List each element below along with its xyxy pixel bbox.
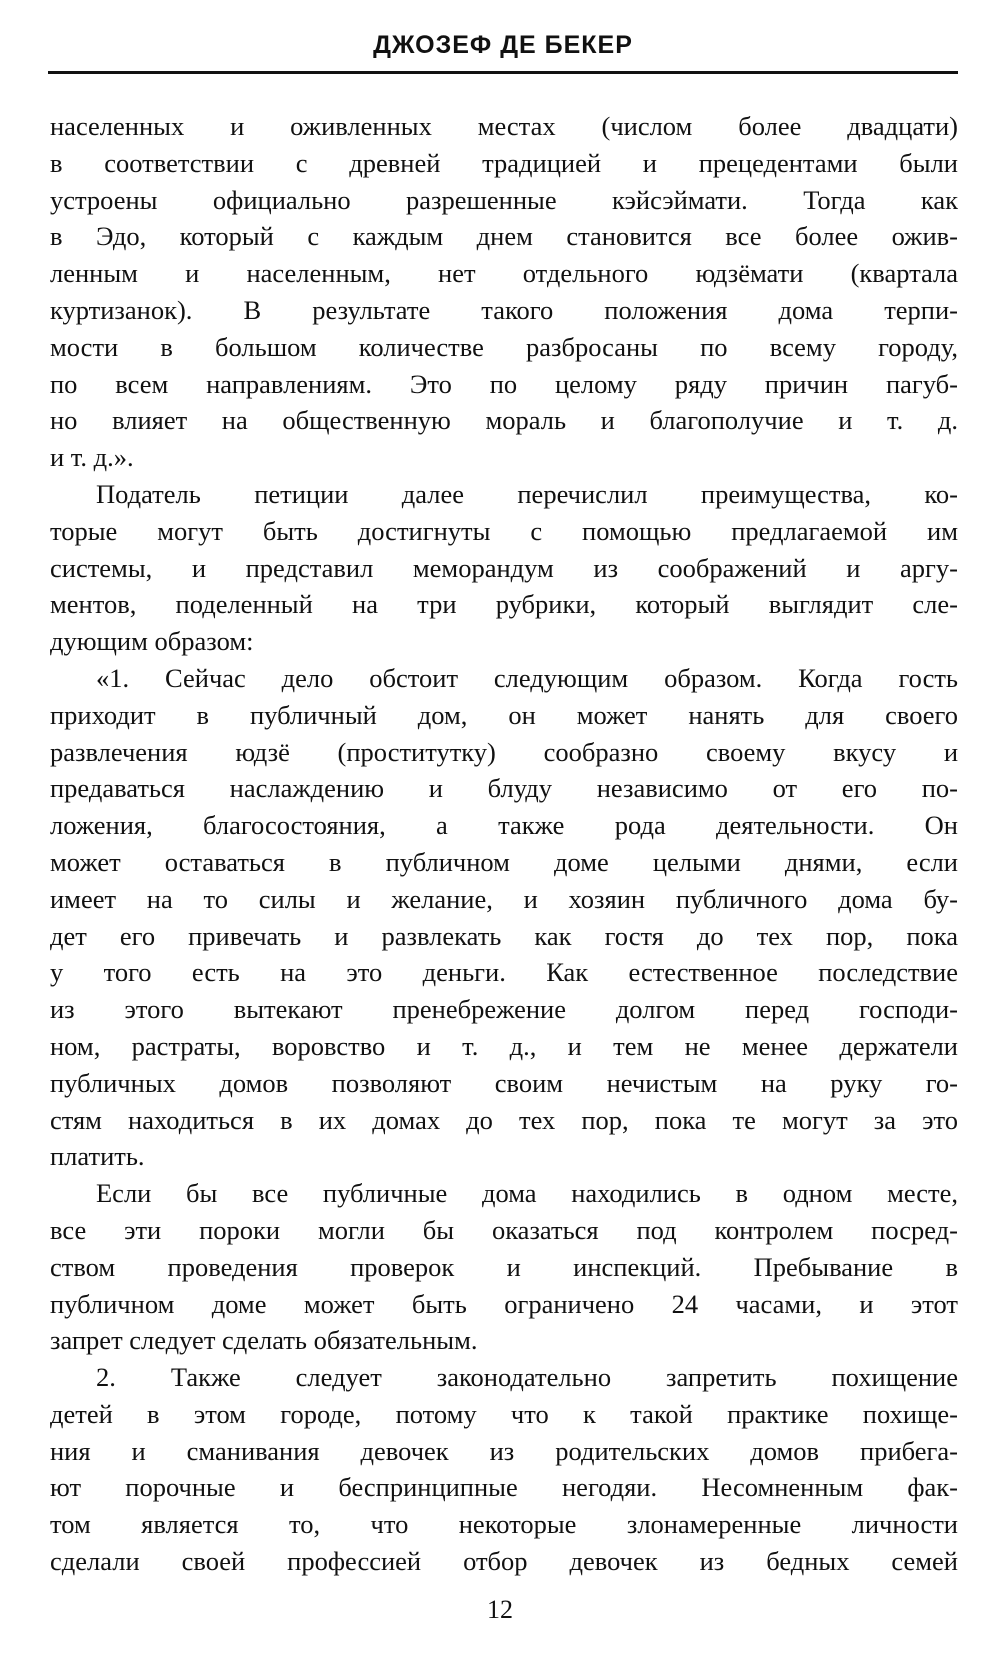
text-line: куртизанок). В результате такого положения дома терпи-: [50, 294, 958, 325]
running-head-title: ДЖОЗЕФ ДЕ БЕКЕР: [373, 31, 633, 59]
text-line: ют порочные и беспринципные негодяи. Несомненным фак-: [50, 1472, 958, 1503]
text-line: публичном доме может быть ограничено 24 часами, и этот: [50, 1288, 958, 1319]
page-number: 12: [487, 1595, 513, 1624]
text-line: ния и сманивания девочек из родительских домов прибега-: [50, 1435, 958, 1466]
text-line: платить.: [50, 1141, 145, 1172]
text-line: сделали своей профессией отбор девочек из бедных семей: [50, 1546, 958, 1577]
text-line: ством проведения проверок и инспекций. Пребывание в: [50, 1251, 958, 1282]
text-line: системы, и представил меморандум из соображений и аргу-: [50, 552, 958, 583]
body-text: [50, 108, 958, 1580]
text-line: развлечения юдзё (проститутку) сообразно своему вкусу и: [50, 736, 958, 767]
text-line: ложения, благосостояния, а также рода деятельности. Он: [50, 810, 958, 841]
text-line: том является то, что некоторые злонамеренные личности: [50, 1509, 958, 1540]
text-line: Если бы все публичные дома находились в одном месте,: [96, 1178, 958, 1209]
text-line: по всем направлениям. Это по целому ряду причин пагуб-: [50, 368, 958, 399]
text-line: публичных домов позволяют своим нечистым на руку го-: [50, 1067, 958, 1098]
text-line: ментов, поделенный на три рубрики, который выглядит сле-: [50, 589, 958, 620]
text-line: имеет на то силы и желание, и хозяин публичного дома бу-: [50, 883, 958, 914]
header-rule: [48, 71, 958, 74]
text-line: населенных и оживленных местах (числом более двадцати): [50, 111, 958, 141]
text-line: «1. Сейчас дело обстоит следующим образом. Когда гость: [96, 662, 958, 693]
text-line: и т. д.».: [50, 442, 134, 473]
text-line: дет его привечать и развлекать как гостя до тех пор, пока: [50, 920, 958, 951]
text-line: Податель петиции далее перечислил преимущества, ко-: [96, 478, 958, 509]
text-line: все эти пороки могли бы оказаться под контролем посред-: [50, 1214, 958, 1245]
text-line: торые могут быть достигнуты с помощью предлагаемой им: [50, 515, 958, 546]
text-line: но влияет на общественную мораль и благополучие и т. д.: [50, 405, 958, 436]
text-line: у того есть на это деньги. Как естественное последствие: [50, 957, 958, 988]
text-line: мости в большом количестве разбросаны по всему городу,: [50, 331, 958, 362]
text-line: устроены официально разрешенные кэйсэймати. Тогда как: [50, 184, 958, 215]
text-line: в Эдо, который с каждым днем становится все более ожив-: [50, 221, 958, 252]
text-line: ном, растраты, воровство и т. д., и тем не менее держатели: [50, 1030, 958, 1061]
text-line: детей в этом городе, потому что к такой практике похище-: [50, 1398, 958, 1429]
text-line: приходит в публичный дом, он может нанять для своего: [50, 699, 958, 730]
text-line: ленным и населенным, нет отдельного юдзёмати (квартала: [50, 258, 958, 289]
text-line: запрет следует сделать обязательным.: [50, 1325, 478, 1356]
text-line: может оставаться в публичном доме целыми днями, если: [50, 846, 958, 877]
text-line: стям находиться в их домах до тех пор, пока те могут за это: [50, 1104, 958, 1135]
text-line: 2. Также следует законодательно запретить похищение: [96, 1362, 958, 1393]
text-line: дующим образом:: [50, 626, 254, 657]
text-line: в соответствии с древней традицией и прецедентами были: [50, 147, 958, 178]
text-line: из этого вытекают пренебрежение долгом перед господи-: [50, 994, 958, 1025]
text-line: предаваться наслаждению и блуду независимо от его по-: [50, 773, 958, 804]
